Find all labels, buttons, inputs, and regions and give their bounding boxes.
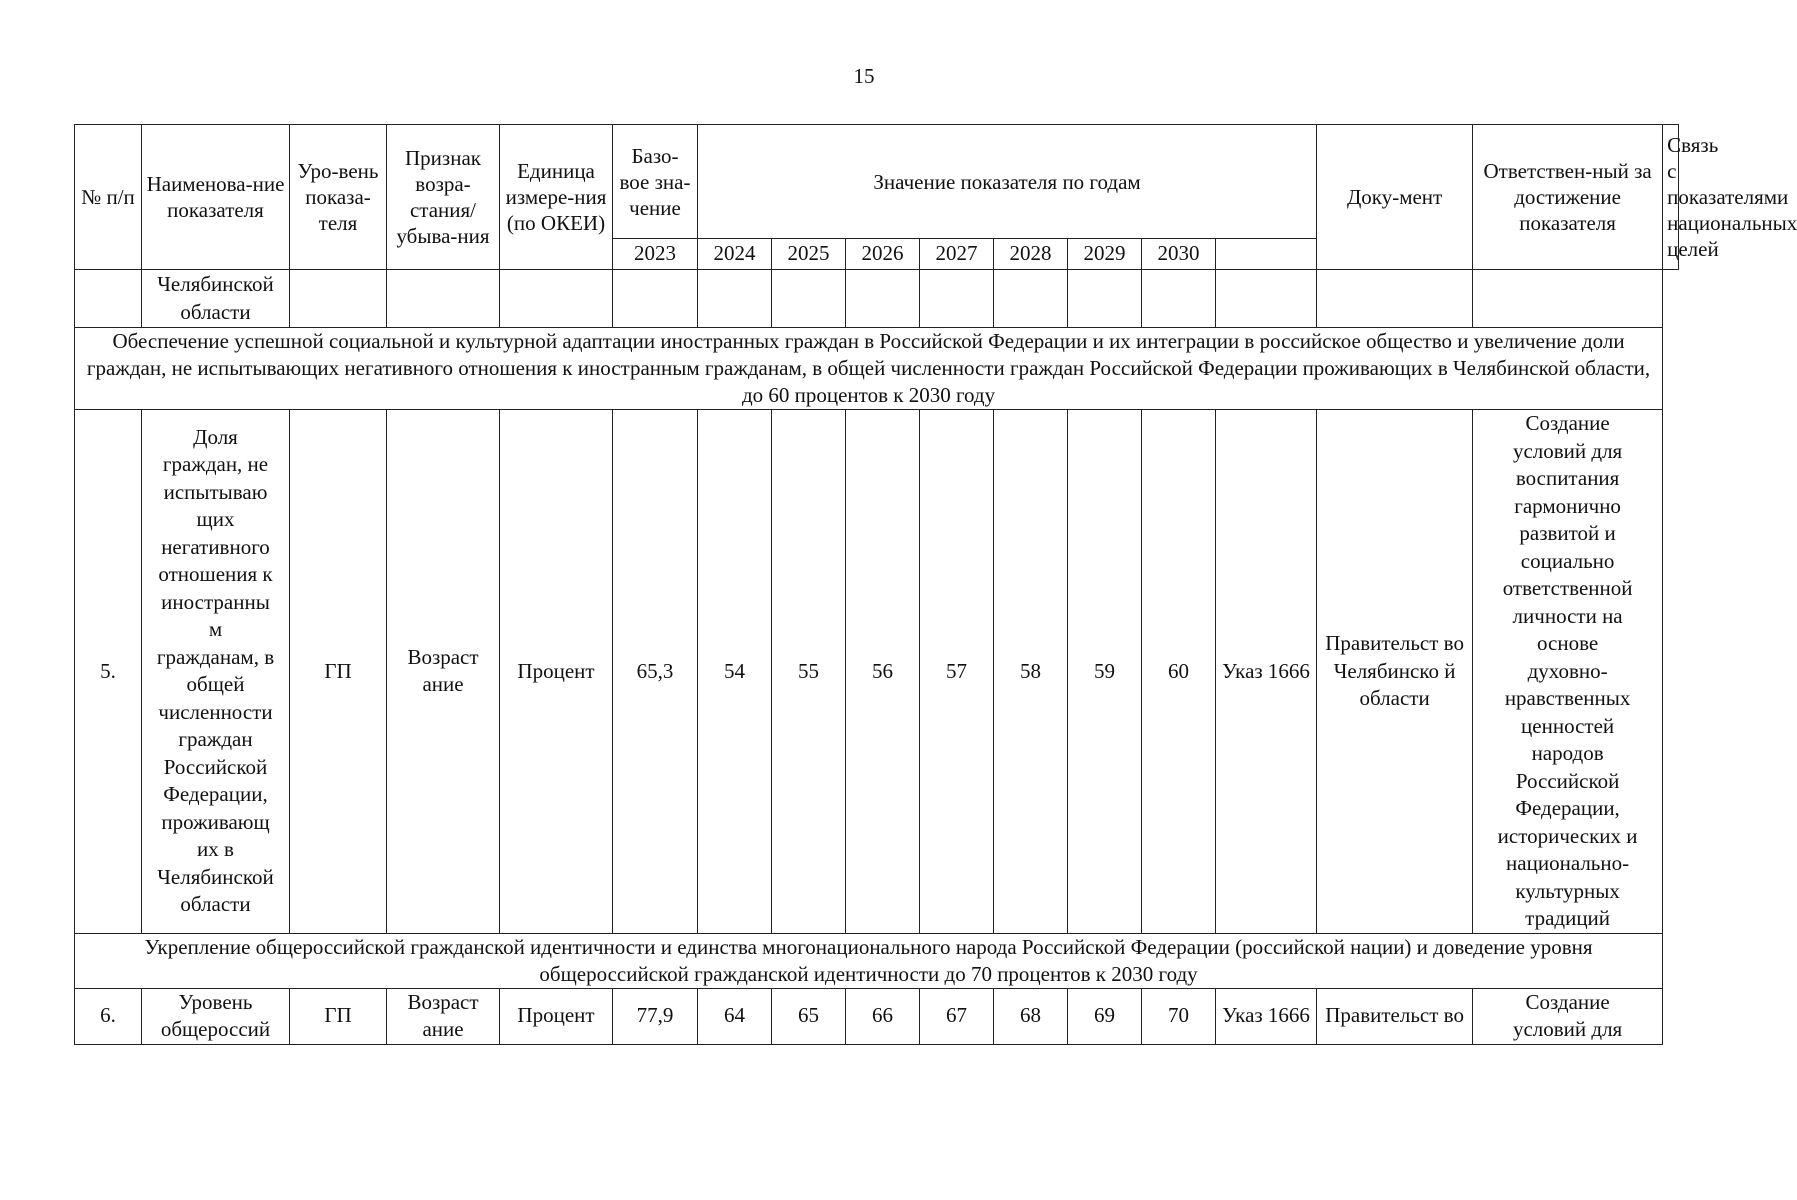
- header-row: [75, 125, 1679, 239]
- indicator-national-goal-link: [1473, 988, 1663, 1044]
- year-value: 54: [698, 410, 772, 934]
- name-line: Челябинской: [157, 864, 274, 889]
- link-line: исторических и: [1497, 823, 1638, 848]
- header-year: 2027: [920, 239, 994, 270]
- empty-cell: [1142, 270, 1216, 328]
- name-line: граждан: [178, 727, 253, 752]
- year-value: 64: [698, 988, 772, 1044]
- header-year: 2026: [846, 239, 920, 270]
- header-year: 2030: [1142, 239, 1216, 270]
- empty-cell: [1068, 270, 1142, 328]
- indicator-name: [142, 988, 290, 1044]
- empty-cell: [1317, 270, 1473, 328]
- indicator-document: Указ 1666: [1216, 988, 1317, 1044]
- name-line: гражданам, в: [156, 644, 275, 669]
- row-number: 6.: [75, 988, 142, 1044]
- empty-cell: [698, 270, 772, 328]
- section-goal-adaptation: Обеспечение успешной социальной и культурной адаптации иностранных граждан в Российской Федерации и их интеграции в российское общество и увеличение доли граждан, не испытывающих негативного отношения к иностранным гражданам, в общей численности граждан Российской Федерации проживающих в Челябинской области, до 60 процентов к 2030 году: [75, 328, 1663, 410]
- indicator-level: ГП: [290, 410, 387, 934]
- header-document: Доку-мент: [1317, 125, 1473, 270]
- year-value: 67: [920, 988, 994, 1044]
- empty-cell: [1216, 270, 1317, 328]
- year-value: 56: [846, 410, 920, 934]
- indicator-unit: Процент: [500, 988, 613, 1044]
- link-line: личности на: [1512, 603, 1623, 628]
- name-line: Федерации,: [163, 782, 268, 807]
- link-line: нравственных: [1504, 686, 1631, 710]
- name-line: Уровень: [178, 989, 253, 1014]
- indicator-level: ГП: [290, 988, 387, 1044]
- indicators-table: [74, 124, 1797, 1045]
- name-line: отношения к: [158, 562, 273, 587]
- indicator-national-goal-link: [1473, 410, 1663, 934]
- empty-cell: [290, 270, 387, 328]
- name-line: граждан, не: [162, 452, 269, 477]
- name-line: области: [180, 892, 251, 917]
- name-line: м: [208, 617, 223, 642]
- name-line: испытываю: [163, 479, 268, 504]
- name-line: общероссий: [160, 1017, 271, 1041]
- link-line: воспитания: [1515, 466, 1620, 490]
- link-line: культурных: [1515, 878, 1620, 903]
- year-value: 65: [772, 988, 846, 1044]
- name-line: негативного: [161, 534, 270, 559]
- empty-cell: [846, 270, 920, 328]
- year-value: 60: [1142, 410, 1216, 934]
- year-value: 55: [772, 410, 846, 934]
- header-values-by-year: Значение показателя по годам: [698, 125, 1317, 239]
- indicator-row-6: [75, 988, 1679, 1044]
- name-line: проживающ: [161, 809, 270, 834]
- link-line: социально: [1520, 548, 1615, 573]
- link-line: гармонично: [1514, 493, 1621, 518]
- link-line: Создание: [1525, 989, 1610, 1014]
- header-year: 2025: [772, 239, 846, 270]
- empty-cell: [1473, 270, 1663, 328]
- link-line: условий для: [1512, 438, 1623, 463]
- section-row: [75, 933, 1679, 988]
- indicator-responsible: Правительст во: [1317, 988, 1473, 1044]
- carry-over-row: [75, 270, 1679, 328]
- indicator-trend: Возраст ание: [387, 988, 500, 1044]
- link-line: условий для: [1512, 1017, 1623, 1041]
- empty-cell: [920, 270, 994, 328]
- header-trend: Признак возра-стания/ убыва-ния: [387, 125, 500, 270]
- indicator-base-value: 65,3: [613, 410, 698, 934]
- name-line: их в: [197, 837, 234, 862]
- year-value: 59: [1068, 410, 1142, 934]
- header-base: Базо-вое зна-чение: [613, 125, 698, 239]
- header-year: 2028: [994, 239, 1068, 270]
- indicator-unit: Процент: [500, 410, 613, 934]
- link-line: основе: [1536, 631, 1599, 655]
- header-unit: Единица измере-ния (по ОКЕИ): [500, 125, 613, 270]
- indicator-name: [142, 410, 290, 934]
- link-line: ценностей: [1521, 713, 1615, 738]
- indicator-base-value: 77,9: [613, 988, 698, 1044]
- empty-cell: [500, 270, 613, 328]
- year-value: 70: [1142, 988, 1216, 1044]
- indicator-responsible: Правительст во Челябинско й области: [1317, 410, 1473, 934]
- indicator-document: Указ 1666: [1216, 410, 1317, 934]
- empty-cell: [613, 270, 698, 328]
- indicator-row-5: [75, 410, 1679, 934]
- name-line: Российской: [163, 754, 268, 779]
- header-link: Связь с показателями национальных целей: [1663, 125, 1679, 270]
- empty-cell: [387, 270, 500, 328]
- header-year: 2029: [1068, 239, 1142, 270]
- link-line: Федерации,: [1515, 796, 1620, 820]
- empty-cell: [994, 270, 1068, 328]
- year-value: 58: [994, 410, 1068, 934]
- name-line: щих: [196, 507, 235, 532]
- link-line: ответственной: [1502, 576, 1633, 600]
- header-num: № п/п: [75, 125, 142, 270]
- link-line: развитой и: [1519, 521, 1616, 545]
- empty-cell: [772, 270, 846, 328]
- header-level: Уро-вень показа-теля: [290, 125, 387, 270]
- carry-over-num: [75, 270, 142, 328]
- link-line: традиций: [1525, 906, 1611, 930]
- name-line: общей: [186, 672, 245, 697]
- link-line: Создание: [1525, 411, 1610, 435]
- year-value: 66: [846, 988, 920, 1044]
- name-line: Доля: [193, 424, 238, 449]
- name-line: численности: [158, 699, 273, 724]
- link-line: национально-: [1506, 851, 1630, 875]
- link-line: Российской: [1515, 768, 1620, 793]
- page-number: 15: [853, 64, 875, 88]
- year-value: 69: [1068, 988, 1142, 1044]
- header-responsible: Ответствен-ный за достижение показателя: [1473, 125, 1663, 270]
- header-name: Наименова-ние показателя: [142, 125, 290, 270]
- link-line: народов: [1531, 741, 1604, 765]
- header-base-year: 2023: [613, 239, 698, 270]
- year-value: 68: [994, 988, 1068, 1044]
- year-value: 57: [920, 410, 994, 934]
- section-row: [75, 328, 1679, 410]
- row-number: 5.: [75, 410, 142, 934]
- name-line: иностранны: [161, 589, 270, 614]
- section-goal-identity: Укрепление общероссийской гражданской идентичности и единства многонационального народа Российской Федерации (российской нации) и доведение уровня общероссийской гражданской идентичности до 70 процентов к 2030 году: [75, 933, 1663, 988]
- indicator-trend: Возраст ание: [387, 410, 500, 934]
- link-line: духовно-: [1527, 658, 1608, 683]
- carry-over-name: Челябинской области: [142, 270, 290, 328]
- header-year: 2024: [698, 239, 772, 270]
